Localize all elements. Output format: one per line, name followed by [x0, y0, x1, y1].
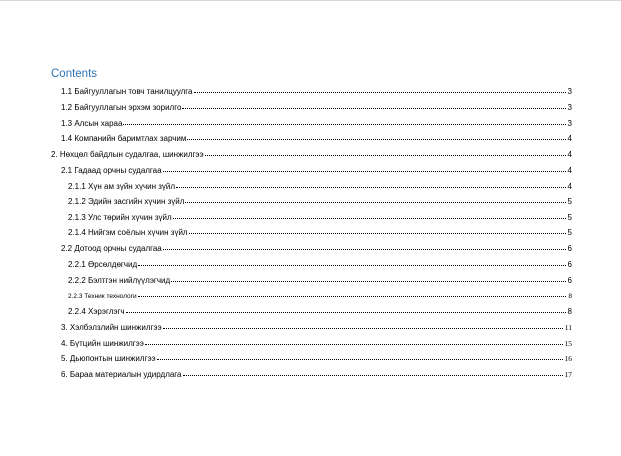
toc-entry-page: 16 — [564, 354, 572, 363]
dot-leader — [187, 138, 565, 140]
toc-entry-label: 2.1.4 Нийгэм соёлын хүчин зүйл — [68, 228, 188, 237]
toc-entry-label: 2.2 Дотоод орчны судалгаа — [61, 244, 162, 253]
dot-leader — [205, 154, 566, 156]
toc-entry-3[interactable] — [61, 319, 572, 332]
dot-leader — [171, 280, 565, 282]
toc-heading: Contents — [51, 68, 98, 80]
toc-entry-page: 4 — [567, 134, 572, 143]
toc-entry-2-1-3[interactable] — [68, 209, 572, 222]
dot-leader — [176, 186, 566, 188]
toc-entry-label: 6. Бараа материалын удирдлага — [61, 370, 182, 379]
toc-entry-5[interactable] — [61, 350, 572, 363]
toc-entry-label: 2.1.3 Улс төрийн хүчин зүйл — [68, 213, 172, 222]
toc-entry-label: 1.2 Байгууллагын эрхэм зорилго — [61, 103, 182, 112]
toc-entry-6[interactable] — [61, 366, 572, 379]
toc-entry-2-2-1[interactable] — [68, 256, 572, 269]
toc-entry-page: 15 — [564, 339, 572, 348]
toc-entry-label: 1.3 Алсын хараа — [61, 119, 123, 128]
dot-leader — [163, 170, 566, 172]
toc-entry-4[interactable] — [61, 335, 572, 348]
toc-entry-page: 5 — [567, 228, 572, 237]
toc-entry-page: 5 — [567, 197, 572, 206]
dot-leader — [163, 327, 563, 329]
toc-entry-page: 5 — [567, 213, 572, 222]
toc-entry-label: 5. Дьюпонтын шинжилгээ — [61, 354, 156, 363]
toc-entry-label: 2.2.3 Техник технологи — [68, 293, 137, 300]
dot-leader — [182, 107, 565, 109]
toc-entry-label: 2. Нөхцөл байдлын судалгаа, шинжилгээ — [51, 150, 204, 159]
toc-entry-label: 4. Бүтцийн шинжилгээ — [61, 339, 144, 348]
dot-leader — [138, 264, 565, 266]
dot-leader — [183, 374, 563, 376]
dot-leader — [126, 311, 566, 313]
toc-entry-1-2[interactable] — [61, 99, 572, 112]
toc-entry-page: 6 — [567, 260, 572, 269]
toc-entry-page: 6 — [567, 244, 572, 253]
dot-leader — [194, 91, 566, 93]
toc-entry-label: 2.2.1 Өрсөлдөгчид — [68, 260, 138, 269]
toc-entry-label: 2.1.2 Эдийн засгийн хүчин зүйл — [68, 197, 185, 206]
toc-entry-2-1-2[interactable] — [68, 193, 572, 206]
dot-leader — [157, 358, 563, 360]
toc-entry-page: 8 — [568, 293, 572, 300]
toc-entry-label: 2.1 Гадаад орчны судалгаа — [61, 166, 162, 175]
toc-entry-2-1-4[interactable] — [68, 224, 572, 237]
toc-entry-label: 1.4 Компанийн баримтлах зарчим — [61, 134, 187, 143]
toc-entry-page: 17 — [564, 370, 572, 379]
toc-entry-2-1-1[interactable] — [68, 178, 572, 191]
toc-entry-page: 3 — [567, 103, 572, 112]
toc-entry-page: 4 — [567, 150, 572, 159]
toc-entry-page: 8 — [567, 307, 572, 316]
dot-leader — [173, 217, 566, 219]
toc-entry-2-2-4[interactable] — [68, 303, 572, 316]
toc-entry-1-1[interactable] — [61, 83, 572, 96]
toc-entry-page: 4 — [567, 166, 572, 175]
toc-entry-1-4[interactable] — [61, 130, 572, 143]
toc-entry-page: 6 — [567, 276, 572, 285]
toc-entry-page: 4 — [567, 182, 572, 191]
dot-leader — [185, 201, 565, 203]
page-top-border — [0, 0, 621, 1]
dot-leader — [163, 248, 566, 250]
toc-entry-2-1[interactable] — [61, 162, 572, 175]
toc-entry-page: 3 — [567, 87, 572, 96]
dot-leader — [123, 123, 565, 125]
toc-entry-label: 2.1.1 Хүн ам зүйн хүчин зүйл — [68, 182, 176, 191]
dot-leader — [138, 295, 567, 297]
dot-leader — [145, 343, 563, 345]
toc-entry-2[interactable] — [51, 146, 572, 159]
toc-entry-label: 1.1 Байгууллагын товч танилцуулга — [61, 87, 193, 96]
toc-entry-2-2-2[interactable] — [68, 272, 572, 285]
toc-entry-2-2-3[interactable] — [68, 287, 572, 300]
toc-entry-label: 3. Хэлбэлзлийн шинжилгээ — [61, 323, 162, 332]
toc-entry-page: 3 — [567, 119, 572, 128]
toc-entry-label: 2.2.2 Бэлтгэн нийлүүлэгчид — [68, 276, 171, 285]
toc-entry-page: 11 — [564, 323, 572, 332]
toc-entry-label: 2.2.4 Хэрэглэгч — [68, 307, 125, 316]
toc-entry-1-3[interactable] — [61, 115, 572, 128]
dot-leader — [189, 232, 566, 234]
toc-entry-2-2[interactable] — [61, 240, 572, 253]
